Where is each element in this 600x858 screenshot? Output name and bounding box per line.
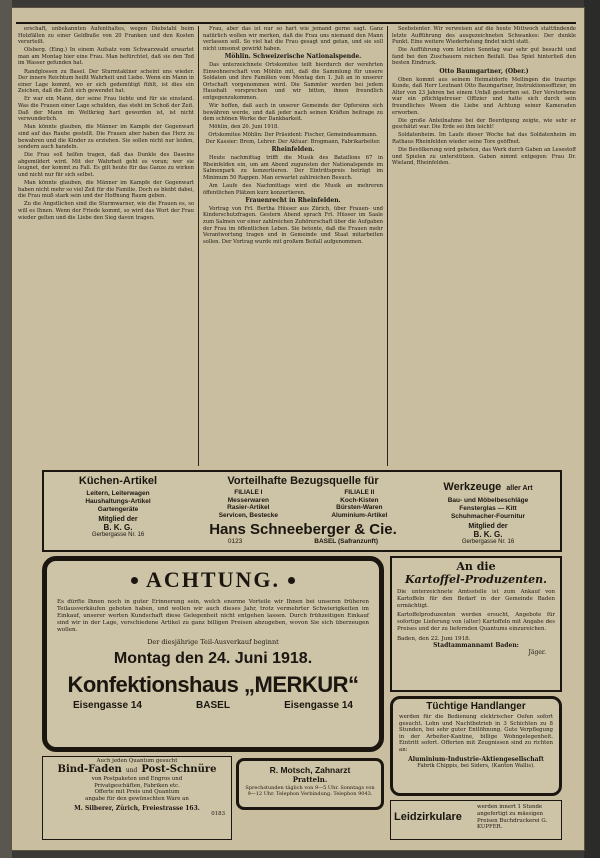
ad-left-line: Gartengeräte xyxy=(97,506,139,513)
col2-committee: Ortskomitee Möhlin: Der Präsident: Fischer, Gemeindeammann. Der Kassier: Brem, Lehrer. Der Aktuar: Brogmann, Fabrikarbeiter. xyxy=(205,132,381,145)
ad-bindfaden xyxy=(42,756,232,840)
ad-company-name: Hans Schneeberger & Cie. xyxy=(209,521,397,538)
ad-store-address: Eisengasse 14 xyxy=(284,700,353,711)
ad-filiale1-line: Messerwaren xyxy=(227,496,269,504)
ad-kartoffel-place: Baden, den 22. Juni 1918. xyxy=(397,635,471,642)
newspaper-page xyxy=(12,8,584,850)
col2-heading: Frauenrecht in Rheinfelden. xyxy=(245,196,341,204)
ad-left-line: Leitern, Leiterwagen xyxy=(86,490,150,497)
ad-bindfaden-line: von Postpaketen und Engros und xyxy=(91,776,183,782)
ad-kartoffel-signature: Jäger. xyxy=(528,648,546,656)
ad-filiale1-label: FILIALE I xyxy=(234,489,263,496)
ad-store-address: Eisengasse 14 xyxy=(73,700,142,711)
col2-paragraph: Das unterzeichnete Ortskomitee teilt hierdurch der verehrten Einwohnerschaft von Möhlin mit, daß die Sammlung für unsere Soldaten und ihre Familien vom Montag den 1. Juli an in unserer Ortschaft vorgenommen wird. Die Sammler werden bei jedem Haushalt vorsprechen und wir bitten, ihnen freundlich entgegenzukommen. xyxy=(203,61,383,101)
book-spine xyxy=(0,0,12,858)
ad-bindfaden-amp: und xyxy=(125,767,138,774)
ad-filiale2-label: FILIALE II xyxy=(344,489,375,496)
col1-paragraph: Man könnte glauben, die Männer im Kampfe der Gegenwart sind auf das Rauhe gestellt. Die Frauen aber haben das Herz zu bewahren und die Kinder zu erziehen. Sie sollen nicht nur leiden, sondern auch handeln. xyxy=(18,124,194,151)
ad-left-line: Haushaltungs-Artikel xyxy=(85,498,151,505)
ad-bindfaden-address: M. Silberer, Zürich, Freiestrasse 163. xyxy=(74,805,200,813)
bullet-icon xyxy=(288,577,295,584)
col1-paragraph: Zu die Angstlichen sind die Sturmwarner, wie die Frauen es, so will es Ihnen. Wenn der Friede kommt, so wird das Wort der Frau wieder gelten und die Liebe den Sieg davon tragen. xyxy=(18,201,194,221)
col3-obituary-heading: Otto Baumgartner, (Ober.) xyxy=(439,67,529,75)
ad-leidzirkulare xyxy=(390,800,562,840)
ad-left-address: Gerbergasse Nr. 16 xyxy=(91,532,145,538)
col3-paragraph: Seebstenter. Wir verweisen auf die heute Mittwoch stattfindende letzte Aufführung des ausgezeichneten Schwankes: Der dunkle Punkt. Eine weitere Wiederholung findet nicht statt. xyxy=(392,26,576,46)
ad-motsch-hours: Sprechstunden täglich von 9—5 Uhr. Sonntags von 9—12 Uhr. Telephon Verbindung. Telephon 9043. xyxy=(245,785,375,797)
ad-bindfaden-line: angabe für den gewünschten Ware an xyxy=(85,795,189,802)
ad-right-title: Werkzeuge xyxy=(443,481,502,493)
ad-member-org: B. K. G. xyxy=(103,523,133,532)
column-3 xyxy=(392,26,576,466)
ad-leidzirkulare-body: werden innert 1 Stunde angefertigt zu mässigen Preisen Buchdruckerei G. KUPFER. xyxy=(477,804,548,831)
ad-achtung-body: Es dürfte Ihnen noch in guter Erinnerung sein, welch enorme Vorteile wir Ihnen bei unseren früheren Teilausverkäufen geboten haben, und wollen wir auch dieses Jahr, trotz vermehrter Schwierigkeiten im Einkauf, unserer werten Kundschaft diese Gelegenheit nicht entgehen lassen. Durch frühzeitigen Einkauf sind wir in der Lage, verschiedene Artikel zu ganz billigen Preisen abzugeben, wovon Sie sich überzeugen wollen. xyxy=(57,599,369,633)
col2-paragraph: Heute nachmittag trifft die Musik des Bataillons 67 in Rheinfelden ein, um am Abend zugunsten der Nationalspende im Salmenpark zu konzertieren. Der Eintrittspreis beträgt im Minimum 50 Rappen. Man erwartet zahlreichen Besuch. xyxy=(203,155,383,181)
col2-paragraph: Vortrag von Frl. Bertha Hüsser aus Zürich, über Frauen- und Kinderschutzfragen. Gestern Abend sprach Frl. Hüsser im Saale zum Salmen vor einer zahlreichen Zuhörerschaft über die Aufgaben der Frau im öffentlichen Leben. Sie betonte, daß die Frauen mehr Verantwortung tragen und in Gemeinde und Staat mitarbeiten sollen. Der Vortrag wurde mit großem Beifall aufgenommen. xyxy=(203,205,383,245)
col2-heading: Rheinfelden. xyxy=(271,146,315,154)
col1-paragraph: erschaft, unbekannten Aufenthaltes, wegen Diebstahl beim Holzfällen zu einer Geldbuße von 20 Franken und den Kosten verurteilt. xyxy=(18,26,194,46)
ad-phone: 0123 xyxy=(227,538,243,545)
ad-bindfaden-top: Auch jeden Quantum gesucht xyxy=(96,758,178,764)
ad-motsch-city: Pratteln. xyxy=(292,775,328,784)
ad-kartoffel xyxy=(390,556,562,692)
ad-motsch xyxy=(236,758,384,810)
ad-achtung-line: Der diesjährige Teil-Ausverkauf beginnt xyxy=(147,638,279,646)
col1-paragraph: Die Frau soll helfen tragen, daß das Dunkle des Daseins abgemildert wird. Mit der Wahrheit geht es voran; wer sie leugnet, der kommt zu Fall. Es gilt heute für das Ganze zu wirken und nicht nur für sich selbst. xyxy=(18,152,194,178)
col3-paragraph: Die Aufführung vom letzten Sonntag war sehr gut besucht und fand bei den Zuschauern reichen Beifall. Das Spiel hinterließ den besten Eindruck. xyxy=(392,47,576,67)
ad-filiale2-line: Bürsten-Waren xyxy=(336,504,383,511)
ad-bindfaden-title2: Post-Schnüre xyxy=(141,764,217,775)
bullet-icon xyxy=(131,577,138,584)
col1-paragraph: Randglossen zu Basel. Der Sturmtaktner scheint uns wieder. Der innere Reichtum heißt Wahrheit und Liebe. Wenn ein Mann in einer Lage kommt, wo er sich gedemütigt fühlt, ist dies ein Zeichen, daß die Zeit sich gewendet hat. xyxy=(18,68,194,95)
ad-filiale2-line: Koch-Kisten xyxy=(340,496,379,504)
ad-filiale1-line: Servicen, Bestecke xyxy=(218,511,278,519)
ad-member-label: Mitglied der xyxy=(468,523,508,530)
ad-bindfaden-title1: Bind-Faden xyxy=(57,764,122,775)
top-rule xyxy=(16,22,576,24)
ad-achtung-title: ACHTUNG. xyxy=(146,567,280,592)
ad-bindfaden-line: Privatgeschäften, Fabriken etc. xyxy=(94,782,180,789)
ad-handlanger-body: werden für die Bedienung elektrischer Oefen sofort gesucht. Lohn und Nachtbetrieb in 3 Schichten zu 8 Stunden, bei sehr guter Entlöhnung. Gute Verpflegung in der Arbeiter-Kantine, billige Wohngelegenheit. Eintritt sofort. Offerten mit Zeugnissen sind zu richten an: xyxy=(399,714,553,753)
ad-member-org: B. K. G. xyxy=(473,530,503,539)
column-rule xyxy=(198,26,199,466)
col3-paragraph: Soldatenheim. Im Laufe dieser Woche hat das Soldatenheim im Rathaus Rheinfelden wieder seine Tore geöffnet. xyxy=(392,132,576,145)
ad-bindfaden-line: Offerte mit Preis und Quantum xyxy=(94,789,180,796)
column-2 xyxy=(203,26,383,466)
ad-store-name: Konfektionshaus „MERKUR“ xyxy=(67,672,359,697)
ad-right-address: Gerbergasse Nr. 16 xyxy=(461,539,515,545)
ad-handlanger-title: Tüchtige Handlanger xyxy=(426,701,526,712)
ad-store-city: BASEL xyxy=(196,700,230,711)
ad-right-line: Bau- und Möbelbeschläge xyxy=(447,497,529,504)
col2-paragraph: Wir hoffen, daß auch in unserer Gemeinde der Opfersinn sich bewähren werde, und daß jeder nach seinen Kräften beitrage zu dem schönen Werke der Dankbarkeit. xyxy=(203,103,383,123)
col1-paragraph: Er war ein Mann, der seine Frau liebte und für sie einstand. Was die Frauen einer Lage schulden, das steht im Schoß der Zeit. Daß der Mann im Weltkrieg hart geworden ist, ist nicht verwunderlich. xyxy=(18,96,194,123)
col2-paragraph: Frau, aber das ist nur so hart wie jemand gerne sagt. Ganz natürlich wollen wir merken, daß die Frau uns niemand den Mann verlassen soll. So viel hat die Frau gesagt und getan, und sie soll nicht umsonst gewirkt haben. xyxy=(203,26,383,52)
ad-kartoffel-body1: Die unterzeichnete Amtsstelle ist zum Ankauf von Kartoffeln für den Bedarf in der Gemeinde Baden ermächtigt. xyxy=(397,589,555,609)
ad-kartoffel-office: Stadtammannamt Baden: xyxy=(433,641,519,649)
column-rule xyxy=(387,26,388,466)
page-edge xyxy=(584,0,600,858)
ad-city: BASEL (Safranzunft) xyxy=(314,538,379,545)
ad-kartoffel-title1: An die xyxy=(456,560,496,573)
ad-right-title-suffix: aller Art xyxy=(506,485,533,492)
column-1 xyxy=(18,26,194,466)
col3-paragraph: Oben kommt aus seinem Heimatdorfe Mellingen die traurige Kunde, daß Herr Leutnant Otto Baumgartner, Instruktionsoffizier, im Alter von 23 Jahren bei einem Unfall gestorben sei. Der Verstorbene war ein pflichtgetreuer Offizier und hatte sich durch sein freundliches Wesen die Liebe und Achtung seiner Kameraden erworben. xyxy=(392,76,576,116)
ad-kartoffel-body2: Kartoffelproduzenten werden ersucht, Angebote für sofortige Lieferung von (alter) Kartoffeln mit Angabe des Preises und der zu liefernden Quantums einzureichen. xyxy=(397,612,555,632)
ad-schneeberger xyxy=(42,470,562,552)
ad-kartoffel-title2: Kartoffel-Produzenten. xyxy=(405,573,547,586)
col1-paragraph: Olsberg. (Eing.) In einem Aufsatz vom Schwarzwald erwartet man am Montag hier eine Frau. Man befürchtet, daß sie den Tod im Wasser gefunden hat. xyxy=(18,47,194,67)
ad-right-line: Fensterglas — Kitt xyxy=(459,505,517,512)
ad-center-title: Vorteilhafte Bezugsquelle für xyxy=(227,475,379,487)
col1-paragraph: Man könnte glauben, die Männer im Kampfe der Gegenwart haben nicht mehr so viel Zeit für die Familie. Doch es bleibt dabei, die Frau muß stark sein und der Hoffnung Raum geben. xyxy=(18,180,194,200)
ad-left-title: Küchen-Artikel xyxy=(78,475,158,487)
ad-handlanger-company: Aluminium-Industrie-Aktiengesellschaft xyxy=(408,755,544,763)
ad-handlanger xyxy=(390,696,562,796)
ad-filiale2-line: Aluminium-Artikel xyxy=(331,511,388,519)
ad-achtung-date: Montag den 24. Juni 1918. xyxy=(113,650,313,667)
ad-handlanger-address: Fabrik Chippis, bei Siders, (Kanton Wallis). xyxy=(417,762,535,769)
ad-right-line: Schuhmacher-Fournitur xyxy=(450,513,526,520)
ad-filiale1-line: Rasier-Artikel xyxy=(227,504,270,511)
col2-heading: Möhlin. Schweizerische Nationalspende. xyxy=(224,52,362,60)
col3-paragraph: Die Bevölkerung wird gebeten, das Werk durch Gaben an Lesestoff und Spielen zu unterstützen. Gaben nimmt entgegen: Frau Dr. Wieland, Rheinfelden. xyxy=(392,147,576,167)
ad-bindfaden-phone: 0183 xyxy=(211,811,225,817)
ad-leidzirkulare-title: Leidzirkulare xyxy=(394,811,462,823)
col2-dateline: Möhlin, den 20. Juni 1918. xyxy=(209,124,279,131)
ad-merkur xyxy=(42,556,384,752)
ad-motsch-name: R. Motsch, Zahnarzt xyxy=(269,765,351,775)
col3-paragraph: Die große Anteilnahme bei der Beerdigung zeigte, wie sehr er geschätzt war. Die Erde sei ihm leicht! xyxy=(392,117,576,131)
col2-paragraph: Am Laufe des Nachmittags wird die Musik an mehreren öffentlichen Plätzen kurz konzertieren. xyxy=(203,183,383,196)
ad-member-label: Mitglied der xyxy=(98,516,138,523)
